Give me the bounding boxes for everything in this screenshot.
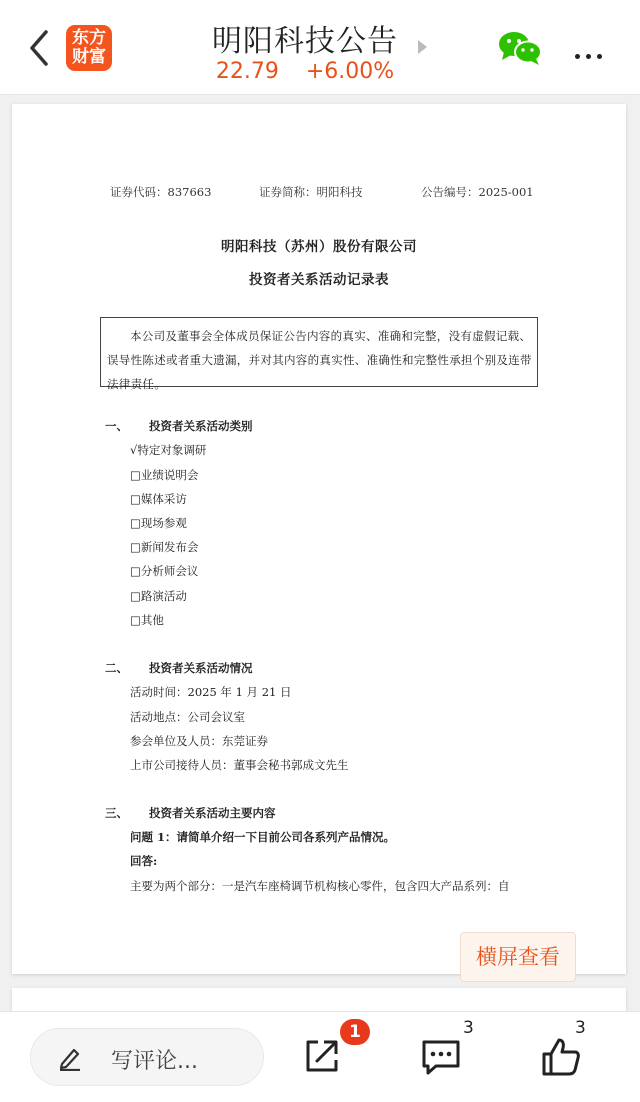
- company-name: 明阳科技（苏州）股份有限公司: [221, 239, 417, 255]
- share-icon: [302, 1036, 342, 1076]
- back-button[interactable]: [22, 26, 62, 70]
- like-button[interactable]: [540, 1036, 580, 1076]
- section-number: 三、: [105, 806, 128, 820]
- company-reception: 上市公司接待人员：董事会秘书郭成文先生: [130, 758, 349, 772]
- wechat-share-button[interactable]: [498, 30, 542, 66]
- section-title: 投资者关系活动情况: [149, 661, 253, 675]
- question-1: 问题 1：请简单介绍一下目前公司各系列产品情况。: [130, 830, 396, 844]
- disclaimer-box: [100, 317, 538, 391]
- comment-placeholder: 写评论...: [111, 1049, 198, 1074]
- more-options-button[interactable]: [572, 44, 608, 54]
- disclaimer-text: 本公司及董事会全体成员保证公告内容的真实、准确和完整，没有虚假记载、误导性陈述或者重大遗漏，并对其内容的真实性、准确性和完整性承担个别及连带法律责任。: [107, 329, 532, 391]
- stock-change: +6.00%: [305, 59, 395, 84]
- category-item: □路演活动: [130, 589, 187, 603]
- more-icon: [572, 44, 605, 63]
- section-title: 投资者关系活动主要内容: [149, 806, 276, 820]
- wechat-icon: [498, 30, 542, 66]
- notice-number: 公告编号：2025-001: [421, 185, 534, 199]
- comments-button[interactable]: [420, 1036, 460, 1076]
- stock-short-name: 证券简称：明阳科技: [259, 185, 363, 199]
- comment-count: 3: [463, 1018, 474, 1038]
- chevron-left-icon: [22, 26, 62, 70]
- category-item: □业绩说明会: [130, 468, 199, 482]
- activity-location: 活动地点：公司会议室: [130, 710, 245, 724]
- section-number: 一、: [105, 419, 128, 433]
- category-item: □新闻发布会: [130, 540, 199, 554]
- category-item: √特定对象调研: [130, 443, 207, 457]
- pencil-icon: [57, 1045, 83, 1071]
- category-item: □媒体采访: [130, 492, 187, 506]
- landscape-view-button[interactable]: 横屏查看: [460, 932, 576, 982]
- section-title: 投资者关系活动类别: [149, 419, 253, 433]
- stock-price: 22.79: [215, 59, 279, 84]
- category-item: □现场参观: [130, 516, 187, 530]
- eastmoney-logo[interactable]: [66, 25, 112, 71]
- section-number: 二、: [105, 661, 128, 675]
- like-count: 3: [575, 1018, 586, 1038]
- comment-input[interactable]: [30, 1028, 264, 1086]
- document-page[interactable]: [12, 104, 626, 974]
- category-item: □分析师会议: [130, 564, 199, 578]
- logo-line1: 东方: [72, 28, 106, 48]
- answer-text: 主要为两个部分：一是汽车座椅调节机构核心零件，包含四大产品系列：自: [130, 879, 510, 893]
- activity-participants: 参会单位及人员：东莞证券: [130, 734, 268, 748]
- form-title: 投资者关系活动记录表: [249, 272, 389, 288]
- page-title[interactable]: 明阳科技公告: [212, 24, 398, 59]
- activity-time: 活动时间：2025 年 1 月 21 日: [130, 685, 292, 699]
- stock-quote: [150, 59, 460, 84]
- stock-code: 证券代码：837663: [110, 185, 212, 199]
- answer-label: 回答:: [130, 854, 158, 868]
- category-item: □其他: [130, 613, 164, 627]
- bottom-action-bar: [0, 1011, 640, 1102]
- share-badge: 1: [340, 1019, 370, 1045]
- expand-arrow-icon[interactable]: [418, 40, 427, 54]
- logo-line2: 财富: [72, 47, 106, 67]
- share-button[interactable]: [302, 1036, 342, 1076]
- comment-icon: [420, 1036, 462, 1078]
- top-bar: [0, 0, 640, 95]
- thumbs-up-icon: [540, 1036, 582, 1078]
